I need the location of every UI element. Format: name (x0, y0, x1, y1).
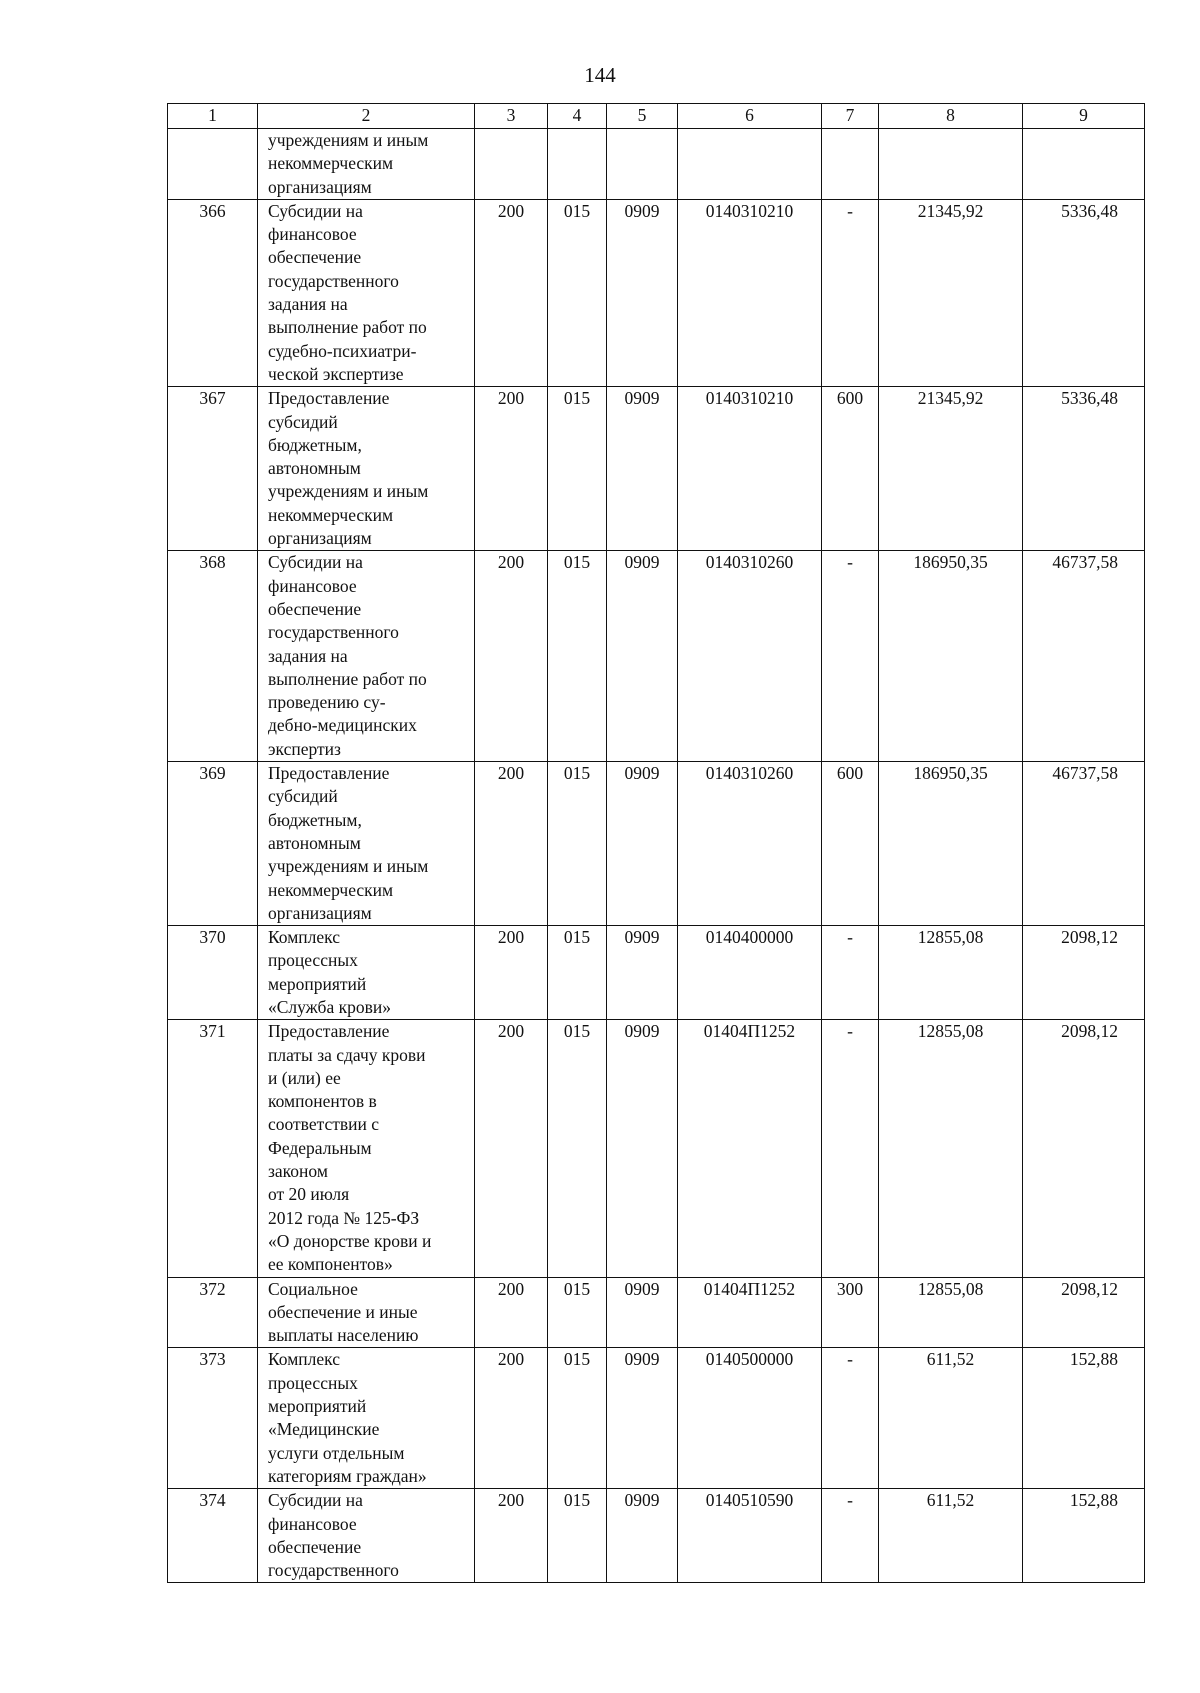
table-row (168, 762, 1145, 926)
row-col4-cell: 015 (548, 551, 607, 762)
row-col8-cell: 611,52 (879, 1348, 1023, 1489)
row-col3-cell: 200 (475, 387, 548, 551)
row-col4-cell: 015 (548, 926, 607, 1020)
row-name-cell (258, 1348, 475, 1489)
row-col5-cell: 0909 (607, 1489, 678, 1583)
row-col7-cell: 600 (822, 387, 879, 551)
row-col6-cell: 0140310210 (678, 199, 822, 386)
row-col8-cell (879, 129, 1023, 200)
table-row (168, 129, 1145, 200)
row-col8-cell: 21345,92 (879, 199, 1023, 386)
row-col7-cell (822, 129, 879, 200)
row-name-cell (258, 129, 475, 200)
row-number-cell (168, 129, 258, 200)
header-col-4: 4 (548, 104, 607, 129)
row-col8-cell: 186950,35 (879, 551, 1023, 762)
row-col6-cell: 0140500000 (678, 1348, 822, 1489)
row-name-line: Федеральным (268, 1137, 372, 1158)
row-name-cell (258, 199, 475, 386)
row-name-line: учреждениям и иным (268, 481, 429, 502)
row-col6-cell: 01404П1252 (678, 1277, 822, 1348)
row-col7-cell: - (822, 1348, 879, 1489)
table-row (168, 1489, 1145, 1583)
row-col9-cell: 46737,58 (1023, 551, 1145, 762)
row-number-cell: 372 (168, 1277, 258, 1348)
row-col7-cell: - (822, 1020, 879, 1277)
row-name-line: мероприятий (268, 973, 367, 994)
row-name-line: Предоставление (268, 1021, 390, 1042)
header-col-2: 2 (258, 104, 475, 129)
table-row (168, 387, 1145, 551)
header-col-1: 1 (168, 104, 258, 129)
row-col5-cell: 0909 (607, 387, 678, 551)
row-name-cell (258, 1277, 475, 1348)
row-col3-cell: 200 (475, 926, 548, 1020)
row-name-line: автономным (268, 458, 361, 479)
row-name-line: обеспечение и иные (268, 1301, 418, 1322)
row-name-line: «О донорстве крови и (268, 1230, 432, 1251)
row-number-cell: 366 (168, 199, 258, 386)
row-name-line: проведению су- (268, 692, 386, 713)
table-row (168, 1277, 1145, 1348)
row-name-line: Субсидии на (268, 1490, 363, 1511)
row-col7-cell: 600 (822, 762, 879, 926)
row-name-line: бюджетным, (268, 434, 362, 455)
header-col-6: 6 (678, 104, 822, 129)
row-col7-cell: 300 (822, 1277, 879, 1348)
row-name-line: процессных (268, 950, 358, 971)
row-col9-cell: 2098,12 (1023, 926, 1145, 1020)
row-name-line: обеспечение (268, 247, 362, 268)
row-name-line: некоммерческим (268, 504, 394, 525)
row-name-line: судебно-психиатри- (268, 340, 417, 361)
row-number-cell: 373 (168, 1348, 258, 1489)
row-name-line: учреждениям и иным (268, 130, 429, 150)
row-name-line: от 20 июля (268, 1184, 350, 1205)
table-row (168, 199, 1145, 386)
row-col5-cell: 0909 (607, 762, 678, 926)
row-name-cell (258, 762, 475, 926)
row-col9-cell: 5336,48 (1023, 387, 1145, 551)
row-col4-cell: 015 (548, 1489, 607, 1583)
row-name-line: финансовое (268, 575, 357, 596)
row-name-line: Социальное (268, 1278, 358, 1299)
row-name-line: организациям (268, 902, 372, 923)
header-col-3: 3 (475, 104, 548, 129)
row-name-line: выполнение работ по (268, 317, 427, 338)
row-col5-cell: 0909 (607, 1348, 678, 1489)
row-col5-cell: 0909 (607, 1277, 678, 1348)
row-name-line: автономным (268, 832, 361, 853)
header-row (168, 104, 1145, 129)
row-name-line: государственного (268, 1560, 399, 1581)
row-name-line: платы за сдачу крови (268, 1044, 426, 1065)
row-number-cell: 369 (168, 762, 258, 926)
row-name-line: экспертиз (268, 738, 341, 759)
row-name-cell (258, 551, 475, 762)
row-col6-cell: 0140310260 (678, 551, 822, 762)
row-name-line: «Медицинские (268, 1419, 380, 1440)
row-col4-cell: 015 (548, 1020, 607, 1277)
row-col6-cell: 01404П1252 (678, 1020, 822, 1277)
row-number-cell: 368 (168, 551, 258, 762)
row-col6-cell: 0140510590 (678, 1489, 822, 1583)
row-col6-cell: 0140310210 (678, 387, 822, 551)
row-col3-cell: 200 (475, 551, 548, 762)
row-col7-cell: - (822, 926, 879, 1020)
row-col4-cell (548, 129, 607, 200)
budget-table (167, 103, 1145, 1583)
row-name-line: государственного (268, 622, 399, 643)
row-col9-cell: 5336,48 (1023, 199, 1145, 386)
row-name-line: Субсидии на (268, 552, 363, 573)
row-col4-cell: 015 (548, 1348, 607, 1489)
row-name-line: категориям граждан» (268, 1465, 427, 1486)
row-name-line: процессных (268, 1372, 358, 1393)
row-col8-cell: 12855,08 (879, 1277, 1023, 1348)
row-col6-cell (678, 129, 822, 200)
row-name-line: государственного (268, 270, 399, 291)
row-col8-cell: 186950,35 (879, 762, 1023, 926)
table-row (168, 926, 1145, 1020)
row-name-line: учреждениям и иным (268, 856, 429, 877)
row-name-line: выполнение работ по (268, 668, 427, 689)
row-name-line: организациям (268, 528, 372, 549)
row-col5-cell: 0909 (607, 1020, 678, 1277)
row-col4-cell: 015 (548, 199, 607, 386)
table-body (168, 129, 1145, 1583)
row-name-line: дебно-медицинских (268, 715, 417, 736)
row-name-line: некоммерческим (268, 879, 394, 900)
row-col9-cell: 2098,12 (1023, 1020, 1145, 1277)
row-name-line: некоммерческим (268, 153, 394, 174)
header-col-8: 8 (879, 104, 1023, 129)
row-col4-cell: 015 (548, 762, 607, 926)
row-name-line: финансовое (268, 224, 357, 245)
row-name-line: Предоставление (268, 763, 390, 784)
row-col9-cell: 2098,12 (1023, 1277, 1145, 1348)
row-name-line: обеспечение (268, 1536, 362, 1557)
row-col5-cell (607, 129, 678, 200)
row-col7-cell: - (822, 1489, 879, 1583)
row-col8-cell: 611,52 (879, 1489, 1023, 1583)
row-name-line: соответствии с (268, 1114, 380, 1135)
row-col9-cell: 152,88 (1023, 1348, 1145, 1489)
row-name-line: Субсидии на (268, 200, 363, 221)
header-col-5: 5 (607, 104, 678, 129)
row-name-cell (258, 926, 475, 1020)
row-name-cell (258, 1020, 475, 1277)
row-col9-cell: 46737,58 (1023, 762, 1145, 926)
row-name-line: Комплекс (268, 1349, 340, 1370)
row-col3-cell: 200 (475, 762, 548, 926)
row-col3-cell: 200 (475, 1489, 548, 1583)
row-col4-cell: 015 (548, 1277, 607, 1348)
row-name-line: услуги отдельным (268, 1442, 405, 1463)
row-col5-cell: 0909 (607, 199, 678, 386)
row-name-line: Предоставление (268, 388, 390, 409)
row-name-line: финансовое (268, 1513, 357, 1534)
row-col6-cell: 0140310260 (678, 762, 822, 926)
row-col8-cell: 12855,08 (879, 1020, 1023, 1277)
table-row (168, 1348, 1145, 1489)
row-number-cell: 370 (168, 926, 258, 1020)
row-col7-cell: - (822, 199, 879, 386)
row-col4-cell: 015 (548, 387, 607, 551)
row-name-line: 2012 года № 125-ФЗ (268, 1207, 420, 1228)
row-name-line: обеспечение (268, 598, 362, 619)
row-name-cell (258, 387, 475, 551)
row-name-line: Комплекс (268, 927, 340, 948)
page-number: 144 (584, 63, 616, 87)
row-name-line: субсидий (268, 411, 338, 432)
row-name-line: задания на (268, 294, 348, 315)
row-col3-cell (475, 129, 548, 200)
row-name-line: выплаты населению (268, 1325, 419, 1346)
row-name-line: задания на (268, 645, 348, 666)
row-col3-cell: 200 (475, 1348, 548, 1489)
row-col5-cell: 0909 (607, 926, 678, 1020)
header-col-9: 9 (1023, 104, 1145, 129)
table-header (168, 104, 1145, 129)
row-col6-cell: 0140400000 (678, 926, 822, 1020)
row-col7-cell: - (822, 551, 879, 762)
row-col8-cell: 21345,92 (879, 387, 1023, 551)
header-col-7: 7 (822, 104, 879, 129)
row-col8-cell: 12855,08 (879, 926, 1023, 1020)
row-name-line: ческой экспертизе (268, 363, 404, 384)
row-name-line: мероприятий (268, 1396, 367, 1417)
row-name-cell (258, 1489, 475, 1583)
row-col3-cell: 200 (475, 199, 548, 386)
row-name-line: «Служба крови» (268, 996, 391, 1017)
row-number-cell: 371 (168, 1020, 258, 1277)
row-name-line: компонентов в (268, 1091, 377, 1112)
row-name-line: бюджетным, (268, 809, 362, 830)
row-col9-cell: 152,88 (1023, 1489, 1145, 1583)
row-col9-cell (1023, 129, 1145, 200)
row-col3-cell: 200 (475, 1020, 548, 1277)
row-number-cell: 367 (168, 387, 258, 551)
row-name-line: законом (268, 1161, 328, 1182)
row-col5-cell: 0909 (607, 551, 678, 762)
row-name-line: ее компонентов» (268, 1254, 393, 1275)
row-name-line: субсидий (268, 786, 338, 807)
row-name-line: организациям (268, 176, 372, 197)
row-col3-cell: 200 (475, 1277, 548, 1348)
row-name-line: и (или) ее (268, 1067, 341, 1088)
row-number-cell: 374 (168, 1489, 258, 1583)
table-row (168, 551, 1145, 762)
table-row (168, 1020, 1145, 1277)
